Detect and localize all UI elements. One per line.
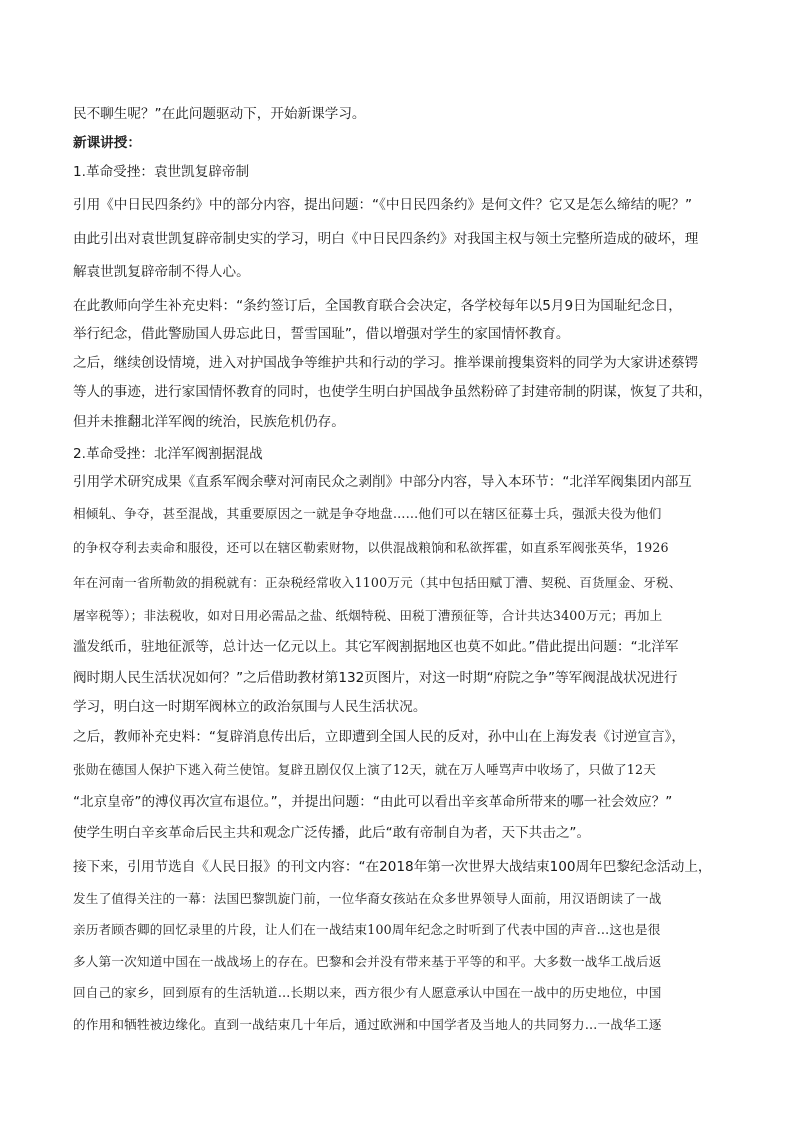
paragraph-line: 由此引出对袁世凯复辟帝制史实的学习，明白《中日民四条约》对我国主权与领土完整所造成的破坏，理 [73,231,699,247]
paragraph-line: 但并未推翻北洋军阀的统治，民族危机仍存。 [73,414,345,430]
paragraph-line: 阀时期人民生活状况如何？”之后借助教材第132页图片，对这一时期“府院之争”等军阀混战状况进行 [73,670,678,686]
paragraph-line: 之后，教师补充史料：“复辟消息传出后，立即遭到全国人民的反对，孙中山在上海发表《讨逆宣言》， [73,729,685,745]
quote-line: 年在河南一省所勒敛的捐税就有：正杂税经常收入1100万元（其中包括田赋丁漕、契税、百货厘金、牙税、 [73,575,682,590]
quote-line: 回自己的家乡，回到原有的生活轨道…长期以来，西方很少有人愿意承认中国在一战中的历史地位，中国 [73,985,662,1000]
paragraph-line: 引用《中日民四条约》中的部分内容，提出问题：“《中日民四条约》是何文件？它又是怎么缔结的呢？” [73,197,693,213]
paragraph-line: 民不聊生呢？”在此问题驱动下，开始新课学习。 [73,106,366,122]
subsection-heading: 2.革命受挫：北洋军阀割据混战 [73,446,263,462]
paragraph-line: 学习，明白这一时期军阀林立的政治氛围与人民生活状况。 [73,699,427,715]
subsection-heading: 1.革命受挫：袁世凯复辟帝制 [73,164,250,180]
quote-line: 相倾轧、争夺，甚至混战，其重要原因之一就是争夺地盘……他们可以在辖区征募士兵，强派夫役为他们 [73,506,662,521]
quote-line: 的作用和牺牲被边缘化。直到一战结束几十年后，通过欧洲和中国学者及当地人的共同努力…一战华工逐 [73,1017,662,1032]
paragraph-line: 等人的事迹，进行家国情怀教育的同时，也使学生明白护国战争虽然粉碎了封建帝制的阴谋，恢复了共和， [73,384,712,400]
paragraph-line: “北京皇帝”的溥仪再次宣布退位。”，并提出问题：“由此可以看出辛亥革命所带来的哪一社会效应？” [73,794,673,810]
paragraph-line: 在此教师向学生补充史料：“条约签订后，全国教育联合会决定，各学校每年以5月9日为国耻纪念日， [73,298,682,314]
paragraph-line: 引用学术研究成果《直系军阀余孽对河南民众之剥削》中部分内容，导入本环节：“北洋军阀集团内部互 [73,474,692,490]
section-heading: 新课讲授： [73,135,141,151]
quote-line: 多人第一次知道中国在一战战场上的存在。巴黎和会并没有带来基于平等的和平。大多数一战华工战后返 [73,954,662,969]
quote-line: 屠宰税等）；非法税收，如对日用必需品之盐、纸烟特税、田税丁漕预征等，合计共达3400万元；再加上 [73,608,663,623]
quote-line: 张勋在德国人保护下逃入荷兰使馆。复辟丑剧仅仅上演了12天，就在万人唾骂声中收场了，只做了12天 [73,762,656,777]
quote-line: 发生了值得关注的一幕：法国巴黎凯旋门前，一位华裔女孩站在众多世界领导人面前，用汉语朗读了一战 [73,891,662,906]
quote-line: 的争权夺利去卖命和服役，还可以在辖区勒索财物，以供混战粮饷和私欲挥霍，如直系军阀张英华，1926 [73,540,669,555]
paragraph-line: 使学生明白辛亥革命后民主共和观念广泛传播，此后“敢有帝制自为者，天下共击之”。 [73,825,591,841]
paragraph-line: 解袁世凯复辟帝制不得人心。 [73,264,250,280]
paragraph-line: 滥发纸币，驻地征派等，总计达一亿元以上。其它军阀割据地区也莫不如此。”借此提出问题：“北洋军 [73,639,679,655]
paragraph-line: 接下来，引用节选自《人民日报》的刊文内容：“在2018年第一次世界大战结束100周年巴黎纪念活动上， [73,859,712,875]
paragraph-line: 举行纪念，借此警励国人毋忘此日，誓雪国耻”，借以增强对学生的家国情怀教育。 [73,326,570,342]
paragraph-line: 之后，继续创设情境，进入对护国战争等维护共和行动的学习。推举课前搜集资料的同学为大家讲述蔡锷 [73,355,699,371]
quote-line: 亲历者顾杏卿的回忆录里的片段，让人们在一战结束100周年纪念之时听到了代表中国的声音…这也是很 [73,922,661,937]
